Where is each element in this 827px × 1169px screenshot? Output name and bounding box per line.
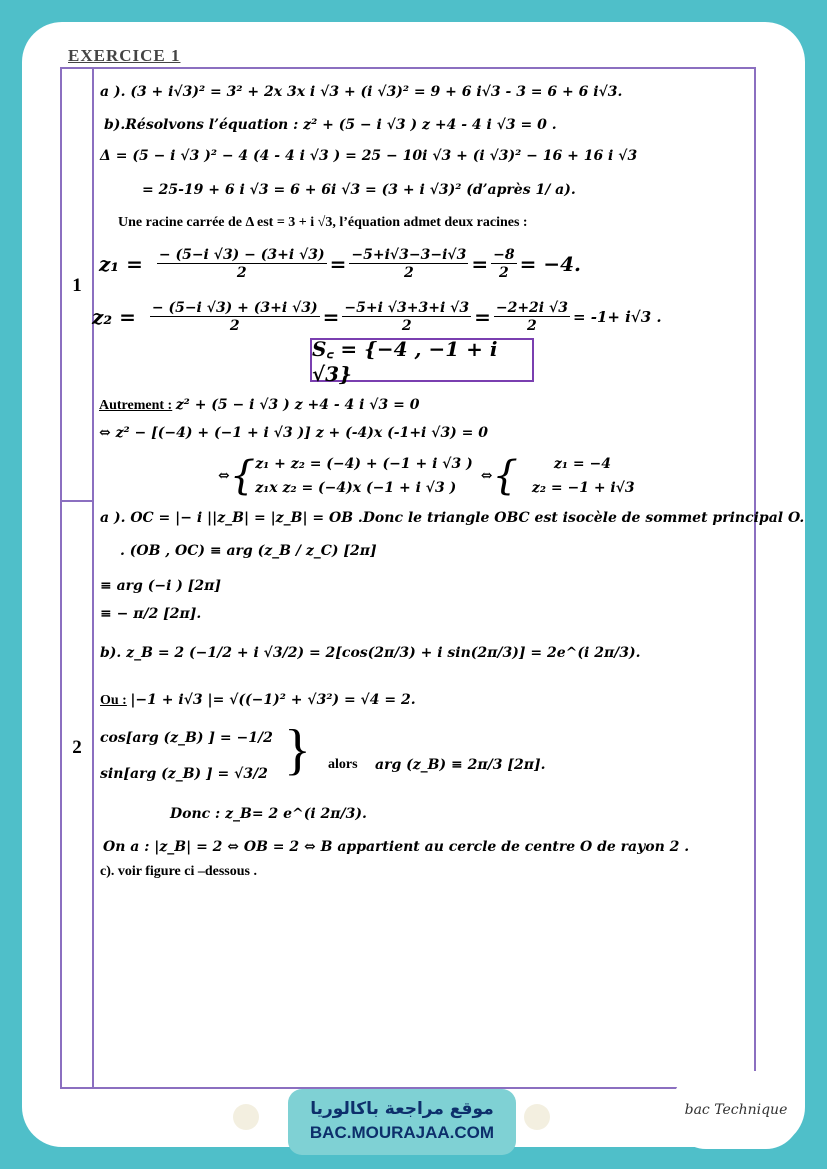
q2-modulus	[100, 692, 416, 709]
logo-right-icon	[524, 1104, 550, 1130]
z2-denominator-1: 2	[229, 318, 240, 334]
column-divider	[92, 69, 94, 1087]
z2-fraction-2	[342, 300, 471, 334]
z2-fraction-1	[150, 300, 320, 334]
q1-equivalence: ⇔ z² − [(−4) + (−1 + i √3 )] z + (-4)x (-1+i √3) = 0	[99, 425, 489, 441]
row-divider	[62, 500, 92, 502]
q2-cos: cos[arg (z_B) ] = −1/2	[100, 730, 273, 746]
q1-delta-line2: = 25-19 + 6 i √3 = 6 + 6i √3 = (3 + i √3)² (d’après 1/ a).	[142, 182, 576, 198]
system-b-z1: z₁ = −4	[553, 456, 611, 472]
solution-set-box: S꜀ = {−4 , −1 + i √3}	[310, 338, 534, 382]
z2-numerator-2: −5+i √3+3+i √3	[344, 300, 470, 316]
q2-arg-result: arg (z_B) ≡ 2π/3 [2π].	[375, 757, 546, 773]
q2-part-b: b). z_B = 2 (−1/2 + i √3/2) = 2[cos(2π/3) + i sin(2π/3)] = 2e^(i 2π/3).	[100, 645, 641, 661]
q2-argument-1: . (OB , OC) ≡ arg (z_B / z_C) [2π]	[120, 543, 377, 559]
q1-system	[218, 452, 635, 500]
z1-numerator-2: −5+i√3−3−i√3	[351, 247, 467, 263]
z1-denominator-1: 2	[236, 265, 247, 281]
modulus-calculation: |−1 + i√3 |= √((−1)² + √3²) = √4 = 2.	[130, 692, 416, 708]
q2-part-c: c). voir figure ci –dessous .	[100, 864, 257, 879]
q2-argument-3: ≡ − π/2 [2π].	[100, 606, 202, 622]
system-b-z2: z₂ = −1 + i√3	[531, 480, 635, 496]
footer-banner[interactable]	[288, 1089, 516, 1155]
z1-result: = −4.	[519, 252, 581, 276]
bac-technique-badge: bac Technique	[672, 1071, 800, 1149]
z2-result: = -1+ i√3 .	[572, 308, 662, 326]
z2-numerator-3: −2+2i √3	[495, 300, 568, 316]
row-number-2: 2	[72, 737, 82, 758]
system-a	[255, 452, 473, 500]
q1-part-b: b).Résolvons l’équation : z² + (5 − i √3 ) z +4 - 4 i √3 = 0 .	[104, 117, 557, 133]
footer-url[interactable]: BAC.MOURAJAA.COM	[309, 1123, 495, 1142]
autrement-equation: z² + (5 − i √3 ) z +4 - 4 i √3 = 0	[175, 397, 420, 413]
system-a-product: z₁x z₂ = (−4)x (−1 + i √3 )	[255, 480, 457, 496]
z2-numerator-1: − (5−i √3) + (3+i √3)	[151, 300, 318, 316]
equiv-sign-2: ⇔	[480, 468, 493, 484]
logo-left-icon	[233, 1104, 259, 1130]
q1-z1-formula: z₁ = $\frac{- (5-i √3) - (3+i √3)}{2}$ = $\frac{-5+i√3-3-i√3}{2}$ = $\frac{-8}{2}$ = −4.	[99, 247, 581, 281]
q1-autrement	[99, 397, 419, 414]
q1-z2-formula: z₂ = $\frac{- (5-i √3) + (3+i √3)}{2}$ = $\frac{-5+i √3+3+i √3}{2}$ = $\frac{-2+2i √3}{2}$ = -1+ i√3 .	[92, 300, 662, 334]
system-brace-2: {	[492, 453, 518, 499]
equiv-sign-1: ⇔	[218, 468, 230, 484]
q2-sin: sin[arg (z_B) ] = √3/2	[100, 766, 268, 782]
z2-fraction-3	[494, 300, 570, 334]
row-number-1: 1	[72, 275, 82, 296]
footer-arabic-text: موقع مراجعة باكالوريا	[310, 1099, 494, 1119]
exercise-title: EXERCICE 1	[68, 46, 181, 65]
z2-denominator-2: 2	[401, 318, 412, 334]
q2-part-a: a ). OC = |− i ||z_B| = |z_B| = OB .Donc le triangle OBC est isocèle de sommet principal O.	[100, 510, 805, 526]
q1-part-a: a ). (3 + i√3)² = 3² + 2x 3x i √3 + (i √3)² = 9 + 6 i√3 - 3 = 6 + 6 i√3.	[100, 84, 623, 100]
z2-denominator-3: 2	[527, 318, 537, 334]
z1-label: z₁ =	[99, 252, 143, 276]
z1-numerator-3: −8	[493, 247, 515, 263]
z1-denominator-2: 2	[404, 265, 414, 281]
alors-label: alors	[328, 757, 358, 772]
z2-label: z₂ =	[92, 305, 136, 329]
system-b	[532, 452, 635, 500]
z1-fraction-3	[491, 247, 516, 281]
q2-on-a: On a : |z_B| = 2 ⇔ OB = 2 ⇔ B appartient au cercle de centre O de rayon 2 .	[103, 839, 690, 855]
ou-label: Ou :	[100, 693, 127, 708]
system-a-sum: z₁ + z₂ = (−4) + (−1 + i √3 )	[255, 456, 473, 472]
z1-fraction-1	[157, 247, 327, 281]
system-brace-1: {	[229, 453, 256, 499]
q1-square-root-text: Une racine carrée de Δ est = 3 + i √3, l’équation admet deux racines :	[118, 215, 528, 230]
z1-numerator-1: − (5−i √3) − (3+i √3)	[158, 247, 325, 263]
q2-donc: Donc : z_B= 2 e^(i 2π/3).	[170, 806, 367, 822]
right-brace: }	[284, 719, 311, 781]
q1-delta-line1: Δ = (5 − i √3 )² − 4 (4 - 4 i √3 ) = 25 − 10i √3 + (i √3)² − 16 + 16 i √3	[100, 148, 638, 164]
autrement-label: Autrement :	[99, 398, 173, 413]
z1-denominator-3: 2	[498, 265, 509, 281]
q2-argument-2: ≡ arg (−i ) [2π]	[100, 578, 221, 594]
z1-fraction-2	[349, 247, 468, 281]
